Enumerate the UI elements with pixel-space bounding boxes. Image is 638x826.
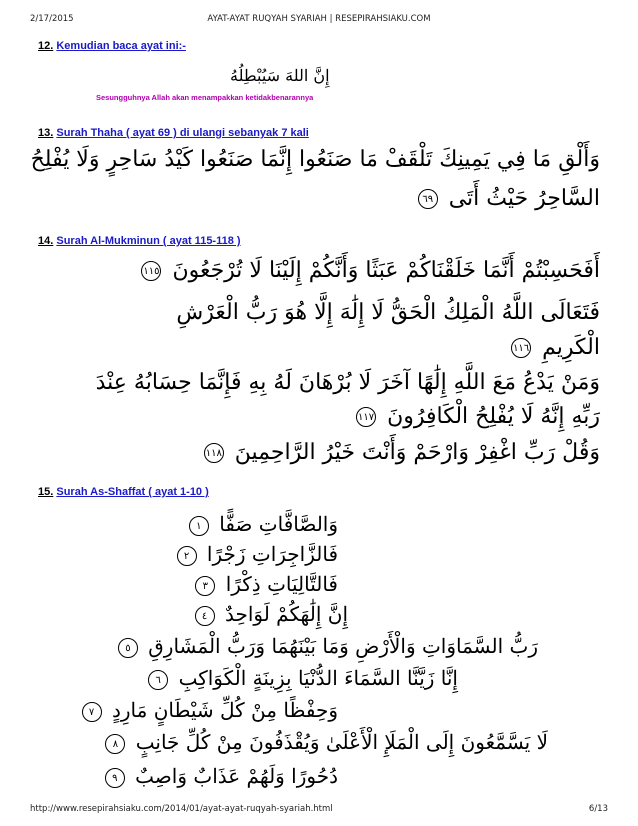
section-number: 14. bbox=[38, 235, 54, 247]
arabic-verse-line bbox=[144, 666, 458, 690]
ayah-number-marker: ١١٥ bbox=[141, 261, 161, 281]
ayah-number-marker: ٧ bbox=[82, 702, 102, 722]
arabic-verse: الْكَرِيمِ bbox=[542, 335, 600, 360]
section-12-link[interactable]: Kemudian baca ayat ini:- bbox=[56, 40, 186, 52]
arabic-verse-line bbox=[101, 730, 548, 754]
arabic-verse: إِنَّ اللهَ سَيُبْطِلُهُ bbox=[230, 66, 330, 85]
section-number: 15. bbox=[38, 486, 54, 498]
section-13-link[interactable]: Surah Thaha ( ayat 69 ) di ulangi sebanyak 7 kali bbox=[56, 127, 309, 139]
arabic-verse-line bbox=[185, 512, 338, 536]
arabic-verse-line bbox=[114, 634, 538, 658]
footer-url: http://www.resepirahsiaku.com/2014/01/ayat-ayat-ruqyah-syariah.html bbox=[30, 804, 333, 814]
arabic-verse: وَالصَّافَّاتِ صَفًّا bbox=[219, 512, 338, 536]
arabic-verse-line bbox=[191, 572, 338, 596]
arabic-verse-line bbox=[137, 258, 600, 283]
arabic-verse: وَحِفْظًا مِنْ كُلِّ شَيْطَانٍ مَارِدٍ bbox=[111, 698, 338, 722]
ayah-number-marker: ١١٦ bbox=[511, 338, 531, 358]
page-title: AYAT-AYAT RUQYAH SYARIAH | RESEPIRAHSIAKU.COM bbox=[207, 14, 431, 24]
page-number: 6/13 bbox=[588, 804, 608, 814]
section-14-link[interactable]: Surah Al-Mukminun ( ayat 115-118 ) bbox=[56, 235, 241, 247]
arabic-verse-line bbox=[191, 602, 348, 626]
section-15-link[interactable]: Surah As-Shaffat ( ayat 1-10 ) bbox=[56, 486, 209, 498]
ayah-number-marker: ٢ bbox=[177, 546, 197, 566]
arabic-verse: فَتَعَالَى اللَّهُ الْمَلِكُ الْحَقُّ لَا إِلَٰهَ إِلَّا هُوَ رَبُّ الْعَرْشِ bbox=[176, 300, 600, 325]
ayah-number-marker: ٦ bbox=[148, 670, 168, 690]
section-number: 12. bbox=[38, 40, 54, 52]
section-number: 13. bbox=[38, 127, 54, 139]
section-12-heading bbox=[38, 40, 186, 52]
arabic-verse-line bbox=[352, 404, 600, 429]
arabic-verse-line bbox=[173, 542, 338, 566]
arabic-verse: إِنَّا زَيَّنَّا السَّمَاءَ الدُّنْيَا بِزِينَةٍ الْكَوَاكِبِ bbox=[178, 666, 458, 690]
print-date: 2/17/2015 bbox=[30, 14, 74, 24]
page-footer bbox=[30, 804, 608, 816]
arabic-verse: السَّاحِرُ حَيْثُ أَتَى bbox=[448, 186, 600, 211]
arabic-verse: فَالتَّالِيَاتِ ذِكْرًا bbox=[225, 572, 338, 596]
translation-text: Sesungguhnya Allah akan menampakkan ketidakbenarannya bbox=[96, 93, 314, 102]
ayah-number-marker: ٦٩ bbox=[418, 189, 438, 209]
page-header bbox=[30, 14, 608, 26]
ayah-number-marker: ٩ bbox=[105, 768, 125, 788]
arabic-verse-line bbox=[78, 698, 338, 722]
section-15-heading bbox=[38, 486, 209, 498]
arabic-verse-line bbox=[200, 440, 600, 465]
arabic-verse: دُحُورًا وَلَهُمْ عَذَابٌ وَاصِبٌ bbox=[135, 764, 338, 788]
arabic-verse: وَأَلْقِ مَا فِي يَمِينِكَ تَلْقَفْ مَا صَنَعُوا إِنَّمَا صَنَعُوا كَيْدُ سَاحِرٍ وَلَا يُفْلِحُ bbox=[30, 147, 600, 172]
arabic-verse: فَالزَّاجِرَاتِ زَجْرًا bbox=[206, 542, 338, 566]
section-13-heading bbox=[38, 127, 309, 139]
ayah-number-marker: ١ bbox=[189, 516, 209, 536]
arabic-verse-line bbox=[414, 186, 600, 211]
arabic-verse: رَبُّ السَّمَاوَاتِ وَالْأَرْضِ وَمَا بَيْنَهُمَا وَرَبُّ الْمَشَارِقِ bbox=[148, 634, 538, 658]
arabic-verse-line bbox=[101, 764, 338, 788]
ayah-number-marker: ١١٧ bbox=[356, 407, 376, 427]
ayah-number-marker: ١١٨ bbox=[204, 443, 224, 463]
arabic-verse-line bbox=[507, 335, 600, 360]
ayah-number-marker: ٤ bbox=[195, 606, 215, 626]
ayah-number-marker: ٣ bbox=[195, 576, 215, 596]
ayah-number-marker: ٥ bbox=[118, 638, 138, 658]
arabic-verse: وَمَنْ يَدْعُ مَعَ اللَّهِ إِلَٰهًا آخَرَ لَا بُرْهَانَ لَهُ بِهِ فَإِنَّمَا حِسَابُهُ عِنْدَ bbox=[95, 370, 600, 395]
arabic-verse: وَقُلْ رَبِّ اغْفِرْ وَارْحَمْ وَأَنْتَ خَيْرُ الرَّاحِمِينَ bbox=[234, 440, 600, 465]
arabic-verse: إِنَّ إِلَٰهَكُمْ لَوَاحِدٌ bbox=[224, 602, 348, 626]
section-14-heading bbox=[38, 235, 241, 247]
arabic-verse: لَا يَسَّمَّعُونَ إِلَى الْمَلَإِ الْأَعْلَىٰ وَيُقْذَفُونَ مِنْ كُلِّ جَانِبٍ bbox=[135, 730, 548, 754]
ayah-number-marker: ٨ bbox=[105, 734, 125, 754]
arabic-verse: أَفَحَسِبْتُمْ أَنَّمَا خَلَقْنَاكُمْ عَبَثًا وَأَنَّكُمْ إِلَيْنَا لَا تُرْجَعُونَ bbox=[172, 258, 600, 283]
arabic-verse: رَبِّهِ إِنَّهُ لَا يُفْلِحُ الْكَافِرُونَ bbox=[387, 404, 600, 429]
